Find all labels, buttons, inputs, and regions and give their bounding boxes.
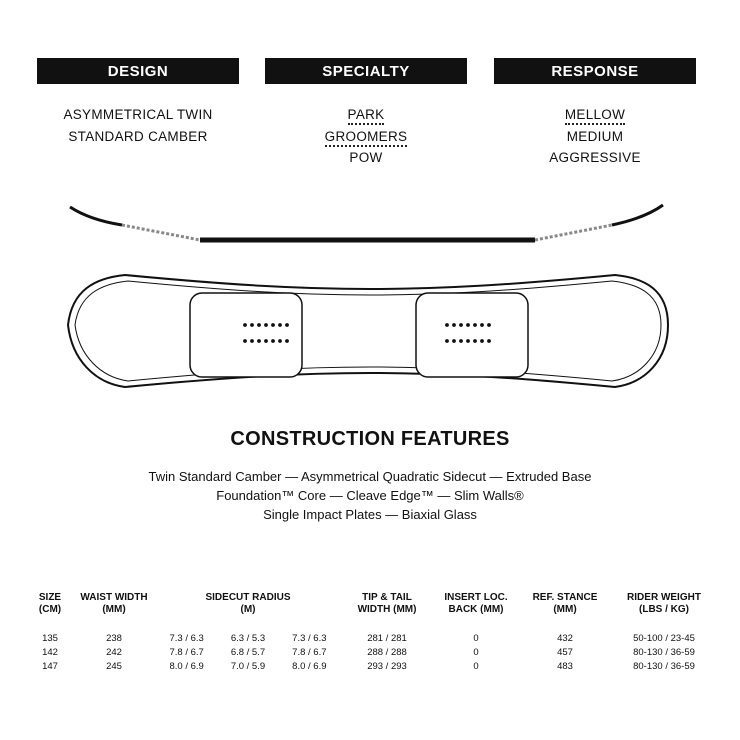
specialty-item-pow: POW	[349, 150, 383, 165]
cell-radius-3: 8.0 / 6.9	[292, 661, 327, 672]
cell-stance: 457	[557, 647, 573, 658]
specs-table	[28, 592, 716, 674]
col-size: SIZE (CM)	[38, 592, 62, 615]
response-item-medium: MEDIUM	[566, 128, 624, 144]
col-waist: WAIST WIDTH (MM)	[80, 592, 148, 615]
cell-radius-3: 7.8 / 6.7	[292, 647, 327, 658]
response-item-mellow: MELLOW	[494, 104, 696, 126]
cell-waist: 238	[106, 633, 122, 644]
design-item: STANDARD CAMBER	[68, 128, 208, 144]
cell-radius-2: 7.0 / 5.9	[230, 661, 266, 672]
construction-line-2: Foundation™ Core — Cleave Edge™ — Slim Walls®	[216, 488, 524, 503]
cell-insert: 0	[473, 661, 479, 672]
cell-weight: 80-130 / 36-59	[633, 647, 695, 658]
design-header: DESIGN	[37, 58, 239, 84]
cell-size: 142	[42, 647, 58, 658]
col-insert: INSERT LOC. BACK (MM)	[444, 592, 508, 615]
col-tiptail: TIP & TAIL WIDTH (MM)	[357, 592, 417, 615]
cell-tiptail: 281 / 281	[367, 633, 407, 644]
design-item: ASYMMETRICAL TWIN	[63, 107, 213, 122]
front-insert-plate	[190, 293, 302, 377]
response-item-aggressive: AGGRESSIVE	[549, 150, 641, 165]
cell-radius-1: 7.3 / 6.3	[169, 633, 204, 644]
snowboard-topsheet-icon	[0, 265, 740, 405]
cell-radius-1: 7.8 / 6.7	[169, 647, 204, 658]
specialty-list	[265, 104, 467, 169]
cell-insert: 0	[473, 633, 479, 644]
rear-insert-plate	[416, 293, 528, 377]
cell-size: 147	[42, 661, 58, 672]
construction-line-3: Single Impact Plates — Biaxial Glass	[263, 507, 477, 522]
cell-weight: 50-100 / 23-45	[633, 633, 695, 644]
response-header: RESPONSE	[494, 58, 696, 84]
specialty-item-park: PARK	[265, 104, 467, 126]
camber-profile-icon	[0, 190, 740, 270]
col-sidecut: SIDECUT RADIUS (M)	[205, 592, 291, 615]
cell-stance: 432	[557, 633, 573, 644]
cell-radius-2: 6.8 / 5.7	[230, 647, 266, 658]
specialty-item-groomers: GROOMERS	[265, 126, 467, 148]
cell-radius-2: 6.3 / 5.3	[230, 633, 266, 644]
cell-stance: 483	[557, 661, 573, 672]
specialty-header: SPECIALTY	[265, 58, 467, 84]
col-stance: REF. STANCE (MM)	[532, 592, 598, 615]
construction-title: CONSTRUCTION FEATURES	[230, 428, 510, 450]
cell-radius-3: 7.3 / 6.3	[292, 633, 327, 644]
response-list	[494, 104, 696, 169]
cell-size: 135	[42, 633, 58, 644]
specs-header-row	[28, 592, 716, 632]
col-weight: RIDER WEIGHT (LBS / KG)	[627, 592, 701, 615]
cell-tiptail: 288 / 288	[367, 647, 407, 658]
cell-tiptail: 293 / 293	[367, 661, 407, 672]
design-list	[37, 104, 239, 147]
table-row	[28, 646, 716, 660]
cell-radius-1: 8.0 / 6.9	[169, 661, 204, 672]
table-row	[28, 632, 716, 646]
cell-weight: 80-130 / 36-59	[633, 661, 695, 672]
table-row	[28, 660, 716, 674]
construction-line-1: Twin Standard Camber — Asymmetrical Quadratic Sidecut — Extruded Base	[148, 469, 592, 484]
cell-waist: 242	[106, 647, 122, 658]
cell-waist: 245	[106, 661, 122, 672]
cell-insert: 0	[473, 647, 479, 658]
